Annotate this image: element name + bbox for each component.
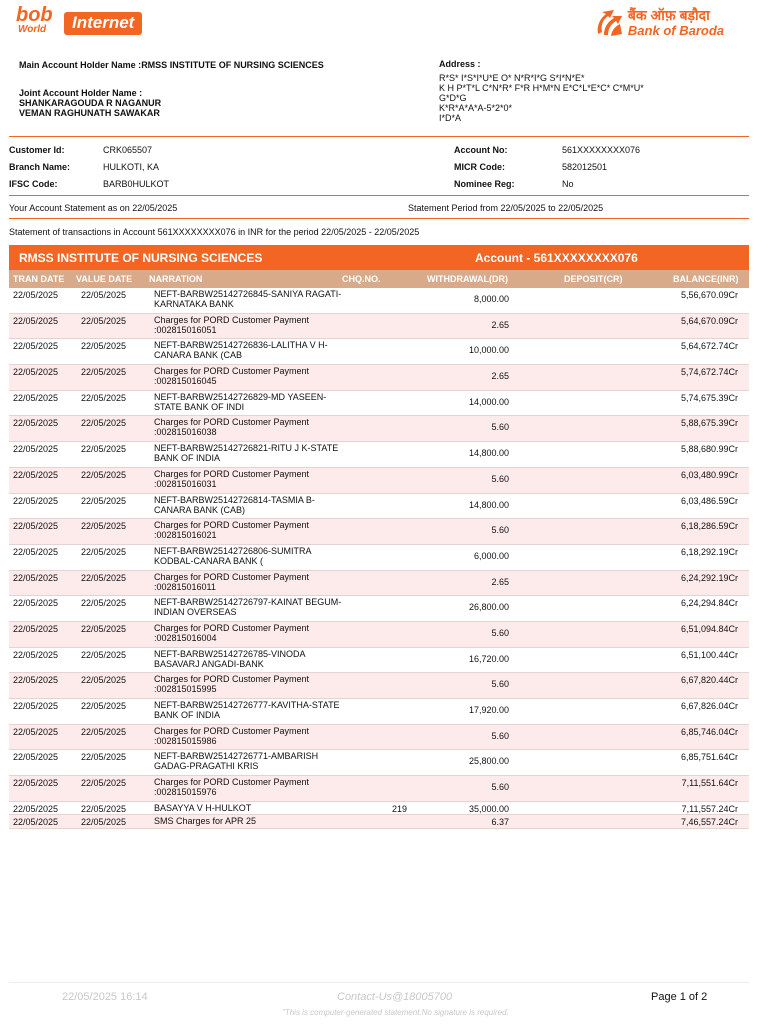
account-no-value: 561XXXXXXXX076	[562, 145, 641, 155]
cell-narration: NEFT-BARBW25142726785-VINODA BASAVARJ ANGADI-BANK	[154, 648, 306, 669]
joint-holder-name: VEMAN RAGHUNATH SAWAKAR	[19, 108, 160, 118]
cell-withdrawal: 2.65	[491, 371, 509, 382]
cell-balance: 6,85,746.04Cr	[680, 726, 738, 737]
cell-value-date: 22/05/2025	[81, 444, 127, 455]
cell-value-date: 22/05/2025	[81, 649, 127, 660]
cell-balance: 5,64,670.09Cr	[680, 315, 738, 326]
cell-narration: Charges for PORD Customer Payment :002815016038	[154, 417, 310, 438]
cell-narration: Charges for PORD Customer Payment :002815015995	[154, 674, 310, 695]
table-row	[9, 815, 749, 829]
ifsc-value: BARB0HULKOT	[103, 179, 170, 189]
table-row	[9, 622, 749, 648]
divider	[9, 195, 749, 196]
cell-tran-date: 22/05/2025	[13, 444, 59, 455]
main-holder-label: Main Account Holder Name :	[19, 60, 142, 70]
bank-of-baroda-logo	[594, 8, 724, 38]
cell-balance: 7,11,557.24Cr	[681, 803, 738, 814]
footer-divider	[9, 982, 749, 983]
cell-value-date: 22/05/2025	[81, 598, 127, 609]
cell-narration: Charges for PORD Customer Payment :002815015986	[154, 725, 310, 746]
table-row	[9, 288, 749, 314]
cell-value-date: 22/05/2025	[81, 495, 127, 506]
col-value-date: VALUE DATE	[76, 274, 133, 284]
cell-tran-date: 22/05/2025	[13, 290, 59, 300]
cell-narration: Charges for PORD Customer Payment :002815016031	[154, 468, 310, 489]
micr-value: 582012501	[562, 162, 608, 172]
cell-withdrawal: 5.60	[491, 422, 509, 433]
cell-balance: 7,46,557.24Cr	[680, 817, 738, 828]
cell-balance: 5,56,670.09Cr	[680, 290, 738, 300]
cell-balance: 6,67,826.04Cr	[680, 701, 738, 711]
cell-narration: NEFT-BARBW25142726845-SANIYA RAGATI-KARNATAKA BANK	[154, 289, 342, 309]
cell-narration: Charges for PORD Customer Payment :002815016051	[154, 314, 310, 335]
divider	[9, 218, 749, 219]
cell-tran-date: 22/05/2025	[13, 726, 59, 737]
nominee-value: No	[562, 179, 574, 189]
cell-tran-date: 22/05/2025	[13, 315, 59, 326]
cell-tran-date: 22/05/2025	[13, 778, 59, 789]
col-balance: BALANCE(INR)	[673, 274, 739, 284]
cell-narration: NEFT-BARBW25142726814-TASMIA B-CANARA BANK (CAB)	[154, 494, 315, 515]
cell-tran-date: 22/05/2025	[13, 675, 59, 686]
table-row	[9, 339, 749, 365]
cell-balance: 6,03,480.99Cr	[680, 469, 738, 480]
account-band	[9, 245, 749, 270]
address-line: G*D*G	[439, 93, 467, 103]
cell-withdrawal: 6,000.00	[473, 550, 509, 561]
cell-narration: NEFT-BARBW25142726771-AMBARISH GADAG-PRAGATHI KRIS	[154, 751, 319, 772]
cell-withdrawal: 35,000.00	[468, 803, 509, 814]
address-line: K*R*A*A*A-5*2*0*	[439, 103, 513, 113]
table-row	[9, 802, 749, 816]
cell-narration: Charges for PORD Customer Payment :002815016004	[154, 622, 310, 643]
cell-balance: 6,67,820.44Cr	[680, 675, 738, 686]
cell-value-date: 22/05/2025	[81, 726, 127, 737]
cell-value-date: 22/05/2025	[81, 675, 127, 686]
cell-value-date: 22/05/2025	[81, 572, 127, 583]
address-line: R*S* I*S*I*U*E O* N*R*I*G S*I*N*E*	[439, 73, 585, 83]
cell-balance: 5,64,672.74Cr	[680, 341, 738, 352]
cell-narration: Charges for PORD Customer Payment :002815015976	[154, 777, 310, 798]
bank-name-english: Bank of Baroda	[627, 23, 724, 38]
divider	[9, 136, 749, 137]
customer-id-label: Customer Id:	[9, 145, 65, 155]
table-row	[9, 391, 749, 417]
cell-tran-date: 22/05/2025	[13, 367, 59, 378]
col-withdrawal: WITHDRAWAL(DR)	[427, 274, 508, 284]
cell-value-date: 22/05/2025	[81, 315, 127, 326]
nominee-label: Nominee Reg:	[454, 179, 515, 189]
cell-withdrawal: 25,800.00	[468, 756, 509, 767]
cell-narration: Charges for PORD Customer Payment :002815016045	[154, 366, 310, 387]
cell-balance: 6,51,094.84Cr	[680, 623, 738, 634]
col-tran-date: TRAN DATE	[13, 274, 65, 284]
cell-narration: Charges for PORD Customer Payment :002815016011	[154, 571, 310, 592]
internet-tag: Internet	[64, 12, 142, 35]
bob-wordmark: bob	[16, 4, 53, 26]
world-wordmark: World	[18, 24, 47, 35]
cell-withdrawal: 8,000.00	[473, 294, 509, 304]
transaction-table	[9, 288, 749, 829]
table-row	[9, 519, 749, 545]
cell-withdrawal: 14,800.00	[468, 448, 509, 459]
cell-tran-date: 22/05/2025	[13, 495, 59, 506]
joint-holder	[19, 88, 161, 118]
cell-tran-date: 22/05/2025	[13, 341, 59, 352]
joint-holder-label: Joint Account Holder Name :	[19, 88, 143, 98]
cell-narration: NEFT-BARBW25142726777-KAVITHA-STATE BANK OF INDIA	[154, 700, 340, 720]
cell-narration: NEFT-BARBW25142726829-MD YASEEN-STATE BANK OF INDI	[154, 391, 327, 412]
table-row	[9, 673, 749, 699]
cell-withdrawal: 14,800.00	[468, 499, 509, 510]
statement-description: Statement of transactions in Account 561XXXXXXXX076 in INR for the period 22/05/2025 - 22/05/2025	[9, 227, 420, 237]
cell-tran-date: 22/05/2025	[13, 546, 59, 557]
cell-chq-no: 219	[392, 803, 408, 814]
table-row	[9, 314, 749, 340]
table-row	[9, 442, 749, 468]
cell-withdrawal: 6.37	[491, 817, 509, 828]
cell-balance: 5,74,675.39Cr	[680, 392, 738, 403]
cell-narration: Charges for PORD Customer Payment :002815016021	[154, 520, 310, 541]
micr-label: MICR Code:	[454, 162, 505, 172]
cell-withdrawal: 2.65	[491, 576, 509, 587]
cell-withdrawal: 14,000.00	[468, 396, 509, 407]
table-row	[9, 494, 749, 520]
cell-withdrawal: 5.60	[491, 730, 509, 741]
table-row	[9, 596, 749, 622]
cell-tran-date: 22/05/2025	[13, 701, 59, 711]
cell-tran-date: 22/05/2025	[13, 803, 59, 814]
cell-balance: 6,24,292.19Cr	[680, 572, 738, 583]
address-block	[439, 59, 644, 123]
cell-tran-date: 22/05/2025	[13, 623, 59, 634]
cell-narration: NEFT-BARBW25142726821-RITU J K-STATE BANK OF INDIA	[154, 443, 339, 464]
table-row	[9, 365, 749, 391]
cell-tran-date: 22/05/2025	[13, 752, 59, 763]
cell-balance: 6,03,486.59Cr	[680, 495, 738, 506]
cell-withdrawal: 5.60	[491, 627, 509, 638]
table-row	[9, 545, 749, 571]
cell-withdrawal: 5.60	[491, 473, 509, 484]
table-row	[9, 750, 749, 776]
cell-balance: 6,18,286.59Cr	[680, 521, 738, 532]
footer-timestamp: 22/05/2025 16:14	[62, 991, 148, 1003]
cell-balance: 6,18,292.19Cr	[680, 546, 738, 557]
cell-balance: 5,88,680.99Cr	[680, 444, 738, 455]
cell-tran-date: 22/05/2025	[13, 649, 59, 660]
cell-value-date: 22/05/2025	[81, 418, 127, 429]
cell-value-date: 22/05/2025	[81, 803, 127, 814]
table-row	[9, 699, 749, 725]
cell-narration: BASAYYA V H-HULKOT	[154, 802, 252, 813]
cell-value-date: 22/05/2025	[81, 701, 127, 711]
cell-balance: 6,85,751.64Cr	[680, 752, 738, 763]
cell-value-date: 22/05/2025	[81, 752, 127, 763]
bank-name-hindi: बैंक ऑफ़ बड़ौदा	[627, 7, 710, 23]
cell-value-date: 22/05/2025	[81, 521, 127, 532]
cell-value-date: 22/05/2025	[81, 817, 127, 828]
address-line: I*D*A	[439, 113, 462, 123]
ifsc-label: IFSC Code:	[9, 179, 58, 189]
col-chq-no: CHQ.NO.	[342, 274, 381, 284]
cell-value-date: 22/05/2025	[81, 469, 127, 480]
cell-value-date: 22/05/2025	[81, 623, 127, 634]
cell-withdrawal: 5.60	[491, 525, 509, 536]
branch-name-value: HULKOTI, KA	[103, 162, 160, 172]
table-row	[9, 725, 749, 751]
cell-withdrawal: 5.60	[491, 782, 509, 793]
cell-withdrawal: 5.60	[491, 679, 509, 690]
cell-tran-date: 22/05/2025	[13, 469, 59, 480]
cell-value-date: 22/05/2025	[81, 546, 127, 557]
table-header	[9, 270, 749, 288]
footer-note: "This is computer-generated statement.No signature is required.	[282, 1008, 509, 1017]
main-holder	[19, 60, 324, 70]
cell-withdrawal: 10,000.00	[468, 345, 509, 356]
table-row	[9, 648, 749, 674]
cell-withdrawal: 17,920.00	[468, 705, 509, 715]
table-row	[9, 571, 749, 597]
address-label: Address :	[439, 59, 481, 69]
statement-as-on: Your Account Statement as on 22/05/2025	[9, 203, 178, 213]
cell-narration: SMS Charges for APR 25	[154, 816, 257, 827]
cell-withdrawal: 26,800.00	[468, 602, 509, 613]
baroda-sun-icon	[594, 8, 624, 38]
cell-value-date: 22/05/2025	[81, 367, 127, 378]
branch-name-label: Branch Name:	[9, 162, 71, 172]
main-holder-name: RMSS INSTITUTE OF NURSING SCIENCES	[141, 60, 324, 70]
footer-contact: Contact-Us@18005700	[337, 991, 453, 1003]
table-row	[9, 468, 749, 494]
address-line: K H P*T*L C*N*R* F*R H*M*N E*C*L*E*C* C*M*U*	[439, 83, 644, 93]
cell-tran-date: 22/05/2025	[13, 418, 59, 429]
cell-tran-date: 22/05/2025	[13, 521, 59, 532]
cell-balance: 7,11,551.64Cr	[681, 778, 738, 789]
band-account: Account - 561XXXXXXXX076	[475, 251, 638, 265]
customer-id-value: CRK065507	[103, 145, 153, 155]
col-narration: NARRATION	[149, 274, 203, 284]
table-row	[9, 776, 749, 802]
cell-tran-date: 22/05/2025	[13, 598, 59, 609]
cell-tran-date: 22/05/2025	[13, 572, 59, 583]
cell-value-date: 22/05/2025	[81, 778, 127, 789]
bob-world-logo	[16, 4, 135, 35]
cell-withdrawal: 16,720.00	[468, 653, 509, 664]
cell-value-date: 22/05/2025	[81, 341, 127, 352]
cell-narration: NEFT-BARBW25142726806-SUMITRA KODBAL-CANARA BANK (	[154, 545, 312, 566]
cell-balance: 5,74,672.74Cr	[680, 367, 738, 378]
cell-withdrawal: 2.65	[491, 319, 509, 330]
cell-narration: NEFT-BARBW25142726797-KAINAT BEGUM-INDIAN OVERSEAS	[154, 597, 342, 618]
account-no-label: Account No:	[454, 145, 508, 155]
cell-narration: NEFT-BARBW25142726836-LALITHA V H-CANARA BANK (CAB	[154, 340, 328, 361]
cell-tran-date: 22/05/2025	[13, 392, 59, 403]
cell-tran-date: 22/05/2025	[13, 817, 59, 828]
band-holder-name: RMSS INSTITUTE OF NURSING SCIENCES	[19, 251, 263, 265]
cell-balance: 5,88,675.39Cr	[680, 418, 738, 429]
col-deposit: DEPOSIT(CR)	[564, 274, 623, 284]
cell-value-date: 22/05/2025	[81, 290, 127, 300]
joint-holder-name: SHANKARAGOUDA R NAGANUR	[19, 98, 162, 108]
cell-balance: 6,51,100.44Cr	[680, 649, 738, 660]
statement-period: Statement Period from 22/05/2025 to 22/05/2025	[408, 203, 604, 213]
cell-balance: 6,24,294.84Cr	[680, 598, 738, 609]
table-row	[9, 416, 749, 442]
cell-value-date: 22/05/2025	[81, 392, 127, 403]
footer-page-number: Page 1 of 2	[651, 991, 708, 1003]
